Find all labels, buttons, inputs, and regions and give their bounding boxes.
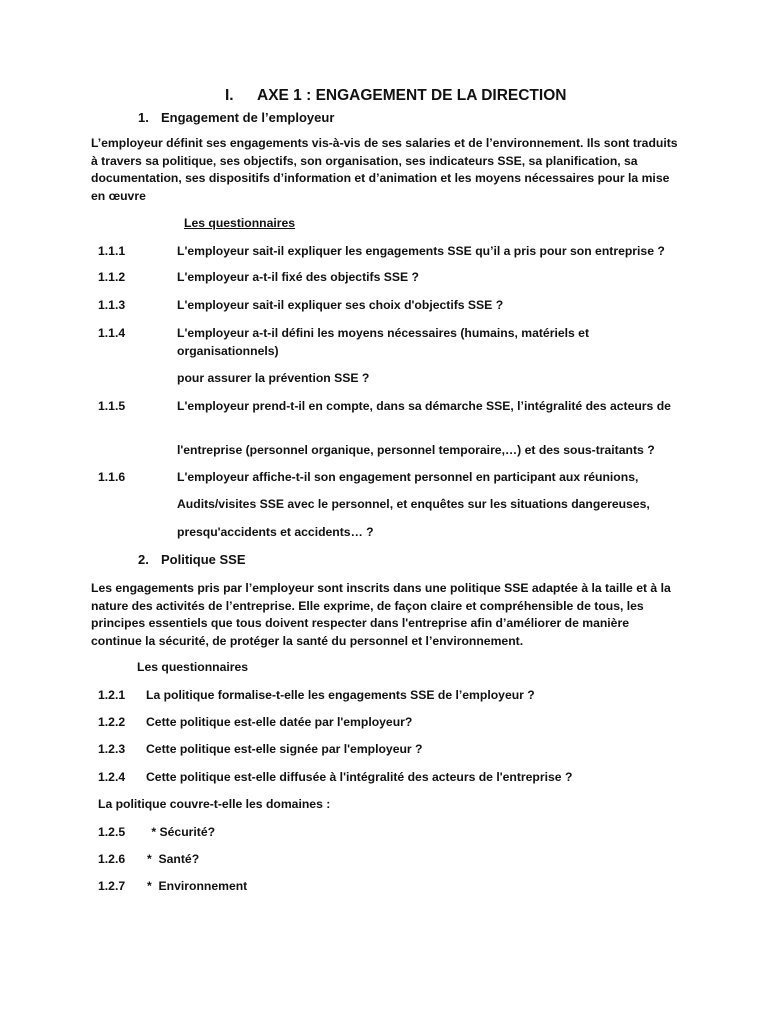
question-continuation: presqu'accidents et accidents… ?	[177, 525, 374, 539]
domain-text: * Environnement	[147, 879, 248, 893]
question-text: Cette politique est-elle signée par l'employeur ?	[146, 742, 423, 756]
subsection-2-paragraph: Les engagements pris par l’employeur sont inscrits dans une politique SSE adaptée à la taille et à la nature des activités de l’entreprise. Elle exprime, de façon claire et compréhensible de tous, les principes essentiels que tous doivent respecter dans l'entreprise afin d’améliorer de manière continue la sécurité, de protéger la santé du personnel et l’environnement.	[91, 581, 671, 648]
subsection-2-title	[138, 552, 246, 567]
question-text: Cette politique est-elle diffusée à l'intégralité des acteurs de l'entreprise ?	[146, 770, 573, 784]
question-number: 1.1.4	[98, 326, 126, 340]
section-title	[225, 87, 566, 105]
question-number: 1.2.2	[98, 715, 126, 729]
domain-text: * Santé?	[147, 852, 200, 866]
question-number: 1.1.2	[98, 270, 126, 284]
question-number: 1.1.6	[98, 470, 126, 484]
domain-number: 1.2.5	[98, 825, 126, 839]
question-text: L'employeur sait-il expliquer ses choix d'objectifs SSE ?	[177, 298, 504, 312]
question-text: L'employeur a-t-il défini les moyens nécessaires (humains, matériels et organisationnels)	[177, 326, 590, 358]
question-number: 1.2.3	[98, 742, 126, 756]
question-continuation: pour assurer la prévention SSE ?	[177, 371, 370, 385]
question-number: 1.2.1	[98, 688, 126, 702]
question-number: 1.1.3	[98, 298, 126, 312]
question-text: Cette politique est-elle datée par l'employeur?	[146, 715, 413, 729]
question-number: 1.1.5	[98, 399, 126, 413]
question-continuation: l'entreprise (personnel organique, personnel temporaire,…) et des sous-traitants ?	[177, 443, 655, 457]
question-number: 1.2.4	[98, 770, 126, 784]
domain-number: 1.2.7	[98, 879, 126, 893]
questionnaire-heading-1: Les questionnaires	[184, 216, 296, 230]
subsection-2-title-text: Politique SSE	[161, 552, 246, 567]
subsection-1-number: 1.	[138, 110, 149, 125]
question-text: L'employeur prend-t-il en compte, dans sa démarche SSE, l’intégralité des acteurs de	[177, 399, 671, 413]
subsection-1-title-text: Engagement de l’employeur	[161, 110, 335, 125]
section-number: I.	[225, 87, 234, 104]
subsection-2-number: 2.	[138, 552, 149, 567]
question-text: L'employeur affiche-t-il son engagement personnel en participant aux réunions,	[177, 470, 639, 484]
question-text: L'employeur sait-il expliquer les engagements SSE qu’il a pris pour son entreprise ?	[177, 244, 665, 258]
questionnaire-heading-2: Les questionnaires	[137, 660, 249, 674]
subsection-1-title	[138, 110, 334, 125]
domain-number: 1.2.6	[98, 852, 126, 866]
question-continuation: Audits/visites SSE avec le personnel, et enquêtes sur les situations dangereuses,	[177, 497, 650, 511]
question-text: La politique formalise-t-elle les engagements SSE de l’employeur ?	[146, 688, 535, 702]
question-text: L'employeur a-t-il fixé des objectifs SSE ?	[177, 270, 419, 284]
question-number: 1.1.1	[98, 244, 126, 258]
domain-text: * Sécurité?	[148, 825, 216, 839]
subsection-1-paragraph: L’employeur définit ses engagements vis-à-vis de ses salaries et de l’environnement. Ils sont traduits à travers sa politique, ses objectifs, son organisation, ses indicateurs SSE, sa planification, sa documentation, ses dispositifs d’information et d’animation et les moyens nécessaires pour la mise en œuvre	[91, 136, 678, 203]
section-title-text: AXE 1 : ENGAGEMENT DE LA DIRECTION	[257, 87, 567, 104]
domains-heading: La politique couvre-t-elle les domaines :	[98, 797, 331, 811]
